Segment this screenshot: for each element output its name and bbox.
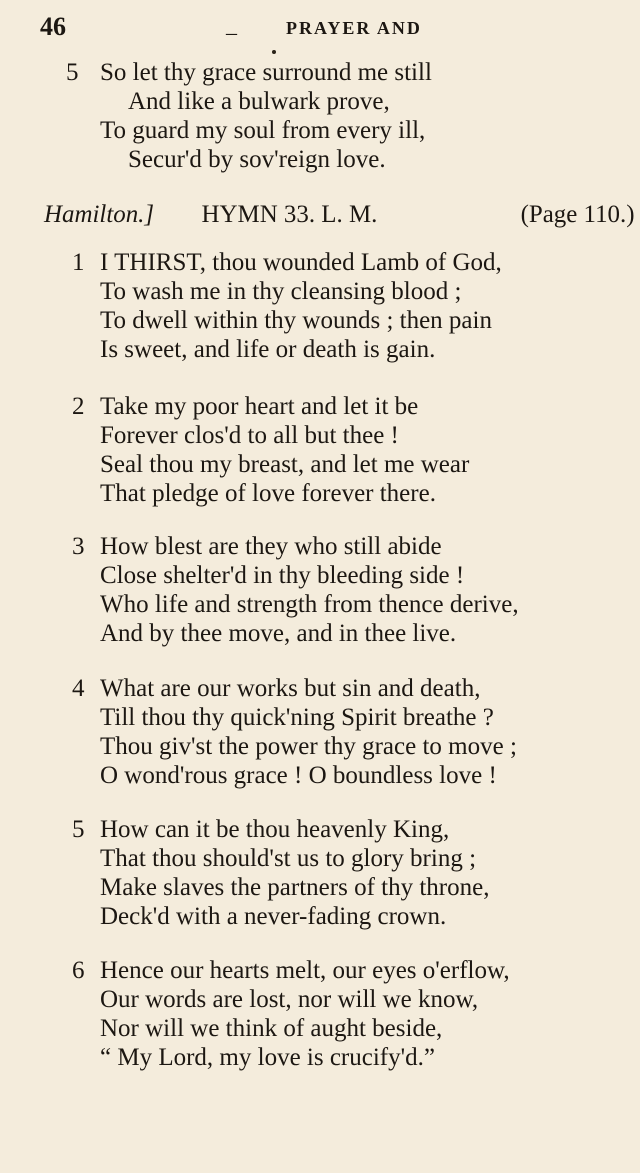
stanza-line: Secur'd by sov'reign love. [128, 146, 386, 173]
tune-name: Hamilton.] [44, 201, 155, 228]
stanza-line: So let thy grace surround me still [100, 59, 432, 86]
stanza-line: Nor will we think of aught beside, [100, 1015, 443, 1042]
stanza-number: 3 [72, 533, 85, 560]
stanza-line: To guard my soul from every ill, [100, 117, 426, 144]
header-dot [272, 50, 276, 54]
stanza-number: 6 [72, 957, 85, 984]
hymn-title: HYMN 33. L. M. [201, 201, 378, 228]
stanza-line: Close shelter'd in thy bleeding side ! [100, 562, 465, 589]
stanza-line: That thou should'st us to glory bring ; [100, 845, 477, 872]
stanza-line: Thou giv'st the power thy grace to move ; [100, 733, 517, 760]
stanza-line: That pledge of love forever there. [100, 480, 436, 507]
stanza-number: 1 [72, 249, 85, 276]
stanza-line: And by thee move, and in thee live. [100, 620, 457, 647]
stanza-line: What are our works but sin and death, [100, 675, 481, 702]
stanza-line: To dwell within thy wounds ; then pain [100, 307, 492, 334]
stanza-line: And like a bulwark prove, [128, 88, 390, 115]
stanza-line: Deck'd with a never-fading crown. [100, 903, 447, 930]
stanza-line: How can it be thou heavenly King, [100, 816, 450, 843]
stanza-line: Till thou thy quick'ning Spirit breathe ? [100, 704, 494, 731]
stanza-line: O wond'rous grace ! O boundless love ! [100, 762, 497, 789]
header-dash: _ [226, 12, 237, 37]
stanza-line: Take my poor heart and let it be [100, 393, 419, 420]
stanza-line: Forever clos'd to all but thee ! [100, 422, 399, 449]
stanza-line: I THIRST, thou wounded Lamb of God, [100, 249, 502, 276]
running-title: PRAYER AND [286, 18, 422, 38]
page-number: 46 [40, 12, 66, 41]
stanza-number: 4 [72, 675, 85, 702]
stanza-line: Our words are lost, nor will we know, [100, 986, 479, 1013]
stanza-line: “ My Lord, my love is crucify'd.” [100, 1044, 435, 1071]
stanza-number: 5 [66, 59, 79, 86]
stanza-line: Hence our hearts melt, our eyes o'erflow, [100, 957, 510, 984]
stanza-line: To wash me in thy cleansing blood ; [100, 278, 462, 305]
stanza-line: Seal thou my breast, and let me wear [100, 451, 470, 478]
page-header [40, 12, 620, 48]
hymn-heading [44, 201, 635, 235]
stanza-line: Is sweet, and life or death is gain. [100, 336, 436, 363]
stanza-line: Who life and strength from thence derive, [100, 591, 519, 618]
stanza-line: How blest are they who still abide [100, 533, 442, 560]
stanza-number: 2 [72, 393, 85, 420]
page-reference: (Page 110.) [520, 201, 635, 228]
stanza-line: Make slaves the partners of thy throne, [100, 874, 490, 901]
stanza-number: 5 [72, 816, 85, 843]
